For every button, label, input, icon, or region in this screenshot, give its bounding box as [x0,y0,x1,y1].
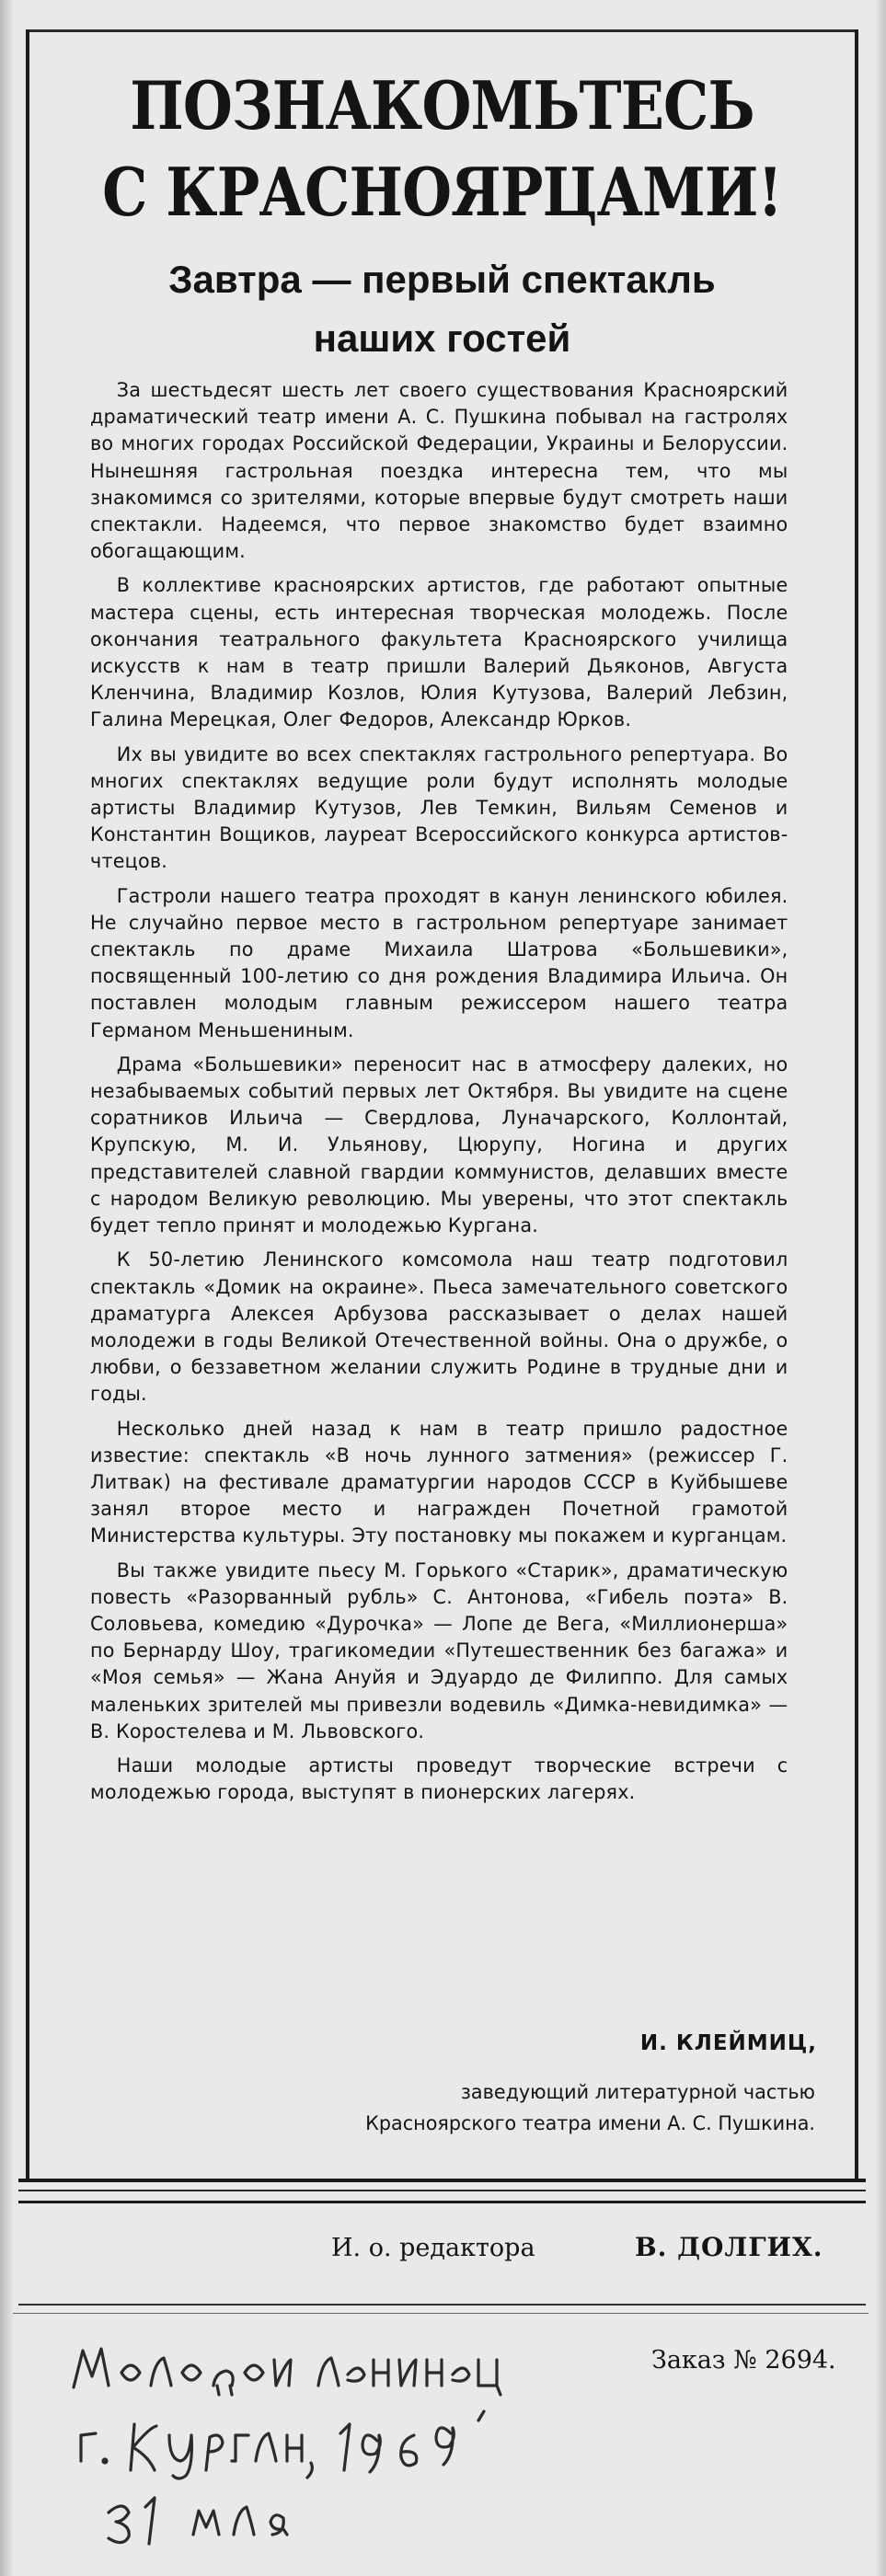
headline-line-2: С КРАСНОЯРЦАМИ! [102,153,782,231]
print-order-number: Заказ № 2694. [651,2346,836,2375]
article-headline [100,63,785,236]
paragraph: В коллективе красноярских артистов, где работают опытные мастера сцены, есть интересная творческая молодежь. После окончания театрального факультета Красноярского училища искусств к нам в театр пришли Валерий Дьяконов, Августа Кленчина, Владимир Козлов, Юлия Кутузова, Валерий Лебзин, Галина Мерецкая, Олег Федоров, Александр Юрков. [90,574,788,732]
paragraph: Драма «Большевики» переносит нас в атмосферу далеких, но незабываемых событий первых лет Октября. Вы увидите на сцене соратников Ильича — Свердлова, Луначарского, Коллонтай, Крупскую, М. И. Ульянову, Цюрупу, Ногина и других представителей славной гвардии коммунистов, делавших вместе с народом Великую революцию. Мы уверены, что этот спектакль будет тепло принят и молодежью Кургана. [90,1052,788,1238]
article-subheadline [44,250,840,368]
headline-line-1: ПОЗНАКОМЬТЕСЬ [130,66,754,144]
footer-rule [18,2304,866,2306]
article-body [90,377,788,1813]
bottom-rule [18,2201,866,2203]
bottom-rule [18,2179,866,2182]
footer-rule [13,2313,869,2314]
paragraph: Вы также увидите пьесу М. Горького «Старик», драматическую повесть «Разорванный рубль» С. Антонова, «Гибель поэта» В. Соловьева, комедию «Дурочка» — Лопе де Вега, «Миллионерша» по Бернарду Шоу, трагикомедии «Путешественник без багажа» и «Моя семья» — Жана Ануйя и Эдуардо де Филиппо. Для самых маленьких зрителей мы привезли водевиль «Димка-невидимка» — В. Коростелева и М. Львовского. [90,1558,788,1743]
subheadline-line-1: Завтра — первый спектакль [168,258,716,301]
acting-editor-label: И. о. редактора [331,2234,535,2262]
paragraph: Наши молодые артисты проведут творческие встречи с молодежью города, выступят в пионерских лагерях. [90,1754,788,1805]
paper-edge-right [875,0,886,2576]
paper-edge-left [0,0,13,2576]
paragraph: Гастроли нашего театра проходят в канун ленинского юбилея. Не случайно первое место в гастрольном репертуаре занимает спектакль по драме Михаила Шатрова «Большевики», посвященный 100-летию со дня рождения Владимира Ильича. Он поставлен молодым главным режиссером нашего театра Германом Меньшениным. [90,884,788,1042]
author-role-line-2: Красноярского театра имени А. С. Пушкина. [365,2112,815,2135]
handwritten-note [55,2332,644,2562]
paragraph: К 50-летию Ленинского комсомола наш театр подготовил спектакль «Домик на окраине». Пьеса замечательного советского драматурга Алексея Арбузова рассказывает о делах нашей молодежи в годы Великой Отечественной войны. Она о дружбе, о любви, о беззаветном желании служить Родине в трудные дни и годы. [90,1248,788,1407]
author-role [75,2077,815,2140]
author-signature: И. КЛЕЙМИЦ, [639,2031,817,2055]
editor-name: В. ДОЛГИХ. [635,2232,823,2262]
subheadline-line-2: наших гостей [313,316,571,360]
paragraph: За шестьдесят шесть лет своего существования Красноярский драматический театр имени А. С. Пушкина побывал на гастролях во многих городах Российской Федерации, Украины и Белоруссии. Нынешняя гастрольная поездка интересна тем, что мы знакомимся со зрителями, которые впервые будут смотреть наши спектакли. Надеемся, что первое знакомство будет взаимно обогащающим. [90,379,788,564]
author-role-line-1: заведующий литературной частью [460,2081,815,2104]
bottom-rule [18,2190,866,2191]
paragraph: Их вы увидите во всех спектаклях гастрольного репертуара. Во многих спектаклях ведущие роли будут исполнять молодые артисты Владимир Кутузов, Лев Темкин, Вильям Семенов и Константин Вощиков, лауреат Всероссийского конкурса артистов-чтецов. [90,742,788,874]
paragraph: Несколько дней назад к нам в театр пришло радостное известие: спектакль «В ночь лунного затмения» (режиссер Г. Литвак) на фестивале драматургии народов СССР в Куйбышеве занял второе место и награжден Почетной грамотой Министерства культуры. Эту постановку мы покажем и курганцам. [90,1417,788,1548]
